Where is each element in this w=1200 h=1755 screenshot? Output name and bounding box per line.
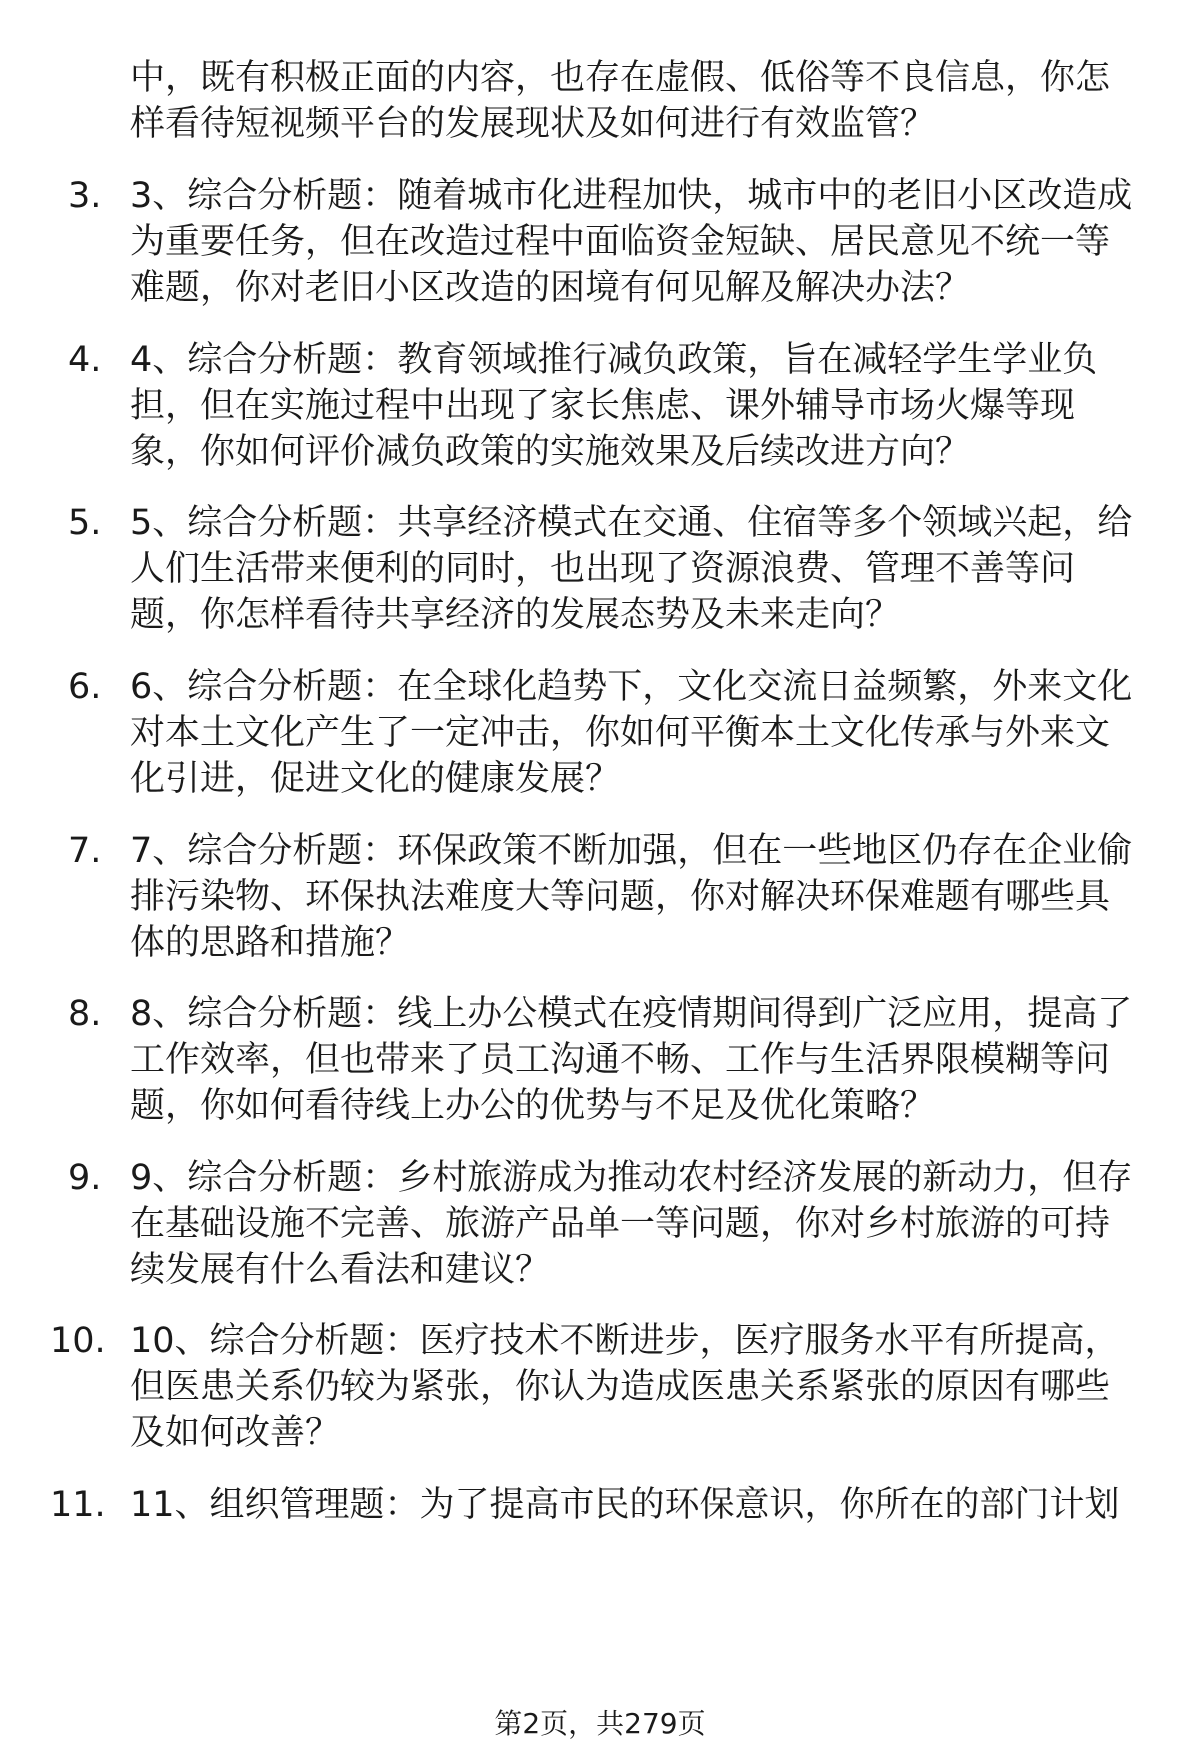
question-text: 10、综合分析题：医疗技术不断进步，医疗服务水平有所提高， (130, 1321, 1120, 1361)
page-number-footer: 第2页，共279页 (494, 1707, 706, 1740)
question-text: 为重要任务，但在改造过程中面临资金短缺、居民意见不统一等 (130, 222, 1111, 262)
item-number: 8. (68, 994, 102, 1034)
question-text: 象，你如何评价减负政策的实施效果及后续改进方向？ (130, 432, 971, 472)
question-text: 化引进，促进文化的健康发展？ (130, 759, 621, 799)
item-number: 10. (50, 1321, 106, 1361)
item-number: 6. (68, 667, 102, 707)
item-number: 5. (68, 503, 102, 543)
question-text: 担，但在实施过程中出现了家长焦虑、课外辅导市场火爆等现 (130, 386, 1076, 426)
question-text: 人们生活带来便利的同时，也出现了资源浪费、管理不善等问 (130, 549, 1076, 589)
question-text: 9、综合分析题：乡村旅游成为推动农村经济发展的新动力，但存 (130, 1158, 1133, 1198)
question-text: 3、综合分析题：随着城市化进程加快，城市中的老旧小区改造成 (130, 176, 1133, 216)
question-text: 4、综合分析题：教育领域推行减负政策，旨在减轻学生学业负 (130, 340, 1098, 380)
continuation-text: 中，既有积极正面的内容，也存在虚假、低俗等不良信息，你怎 (130, 58, 1111, 98)
item-number: 7. (68, 831, 102, 871)
item-number: 11. (50, 1485, 106, 1525)
question-text: 11、组织管理题：为了提高市民的环保意识，你所在的部门计划 (130, 1485, 1120, 1525)
question-text: 续发展有什么看法和建议？ (130, 1250, 551, 1290)
question-text: 6、综合分析题：在全球化趋势下，文化交流日益频繁，外来文化 (130, 667, 1133, 707)
question-text: 在基础设施不完善、旅游产品单一等问题，你对乡村旅游的可持 (130, 1204, 1111, 1244)
item-number: 9. (68, 1158, 102, 1198)
question-text: 8、综合分析题：线上办公模式在疫情期间得到广泛应用，提高了 (130, 994, 1133, 1034)
question-text: 及如何改善？ (130, 1413, 341, 1453)
question-text: 但医患关系仍较为紧张，你认为造成医患关系紧张的原因有哪些 (130, 1367, 1111, 1407)
question-text: 排污染物、环保执法难度大等问题，你对解决环保难题有哪些具 (130, 877, 1111, 917)
question-text: 体的思路和措施？ (130, 923, 411, 963)
question-text: 对本土文化产生了一定冲击，你如何平衡本土文化传承与外来文 (130, 713, 1111, 753)
question-text: 工作效率，但也带来了员工沟通不畅、工作与生活界限模糊等问 (130, 1040, 1111, 1080)
item-number: 3. (68, 176, 102, 216)
continuation-text: 样看待短视频平台的发展现状及如何进行有效监管？ (130, 104, 936, 144)
item-number: 4. (68, 340, 102, 380)
question-text: 难题，你对老旧小区改造的困境有何见解及解决办法？ (130, 268, 971, 308)
question-text: 5、综合分析题：共享经济模式在交通、住宿等多个领域兴起，给 (130, 503, 1133, 543)
question-text: 题，你怎样看待共享经济的发展态势及未来走向？ (130, 595, 901, 635)
question-text: 7、综合分析题：环保政策不断加强，但在一些地区仍存在企业偷 (130, 831, 1133, 871)
question-text: 题，你如何看待线上办公的优势与不足及优化策略？ (130, 1086, 936, 1126)
